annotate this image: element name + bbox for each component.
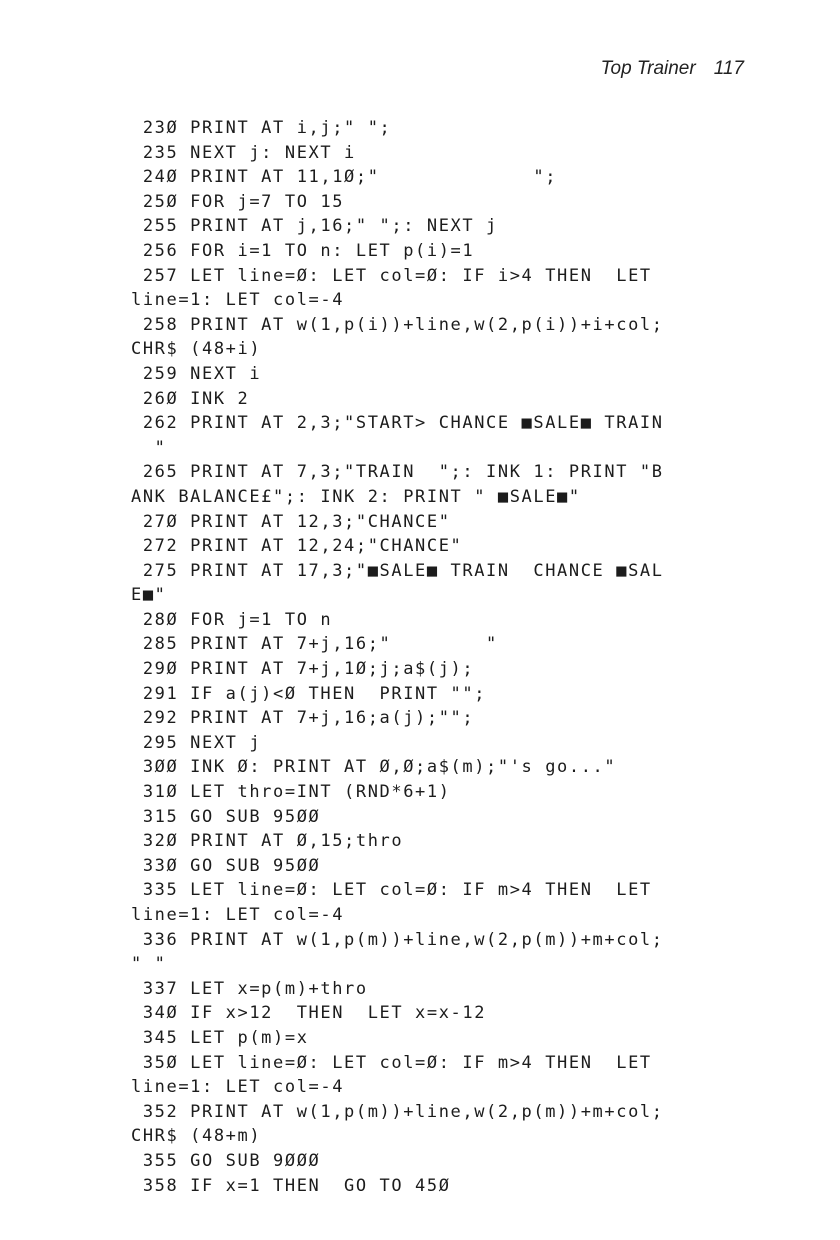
code-line: 33Ø GO SUB 95ØØ bbox=[131, 855, 321, 876]
code-line: ANK BALANCE£";: INK 2: PRINT " ■SALE■" bbox=[131, 486, 581, 507]
code-line: " bbox=[131, 437, 167, 458]
code-line: 262 PRINT AT 2,3;"START> CHANCE ■SALE■ TRAIN bbox=[131, 413, 664, 434]
code-line: line=1: LET col=-4 bbox=[131, 290, 345, 311]
code-line: " " bbox=[131, 954, 167, 975]
code-line: CHR$ (48+i) bbox=[131, 339, 262, 360]
code-line: 295 NEXT j bbox=[131, 732, 262, 753]
code-line: 255 PRINT AT j,16;" ";: NEXT j bbox=[131, 216, 498, 237]
code-line: 272 PRINT AT 12,24;"CHANCE" bbox=[131, 536, 463, 557]
code-line: 257 LET line=Ø: LET col=Ø: IF i>4 THEN LET bbox=[131, 265, 652, 286]
code-line: 35Ø LET line=Ø: LET col=Ø: IF m>4 THEN LET bbox=[131, 1052, 652, 1073]
code-line: 291 IF a(j)<Ø THEN PRINT ""; bbox=[131, 683, 487, 704]
code-line: 358 IF x=1 THEN GO TO 45Ø bbox=[131, 1175, 451, 1196]
code-line: 258 PRINT AT w(1,p(i))+line,w(2,p(i))+i+col; bbox=[131, 314, 664, 335]
code-line: line=1: LET col=-4 bbox=[131, 905, 345, 925]
code-line: CHR$ (48+m) bbox=[131, 1126, 262, 1147]
code-line: 27Ø PRINT AT 12,3;"CHANCE" bbox=[131, 511, 451, 532]
code-line: 315 GO SUB 95ØØ bbox=[131, 806, 321, 827]
code-line: 259 NEXT i bbox=[131, 363, 262, 384]
code-line: 31Ø LET thro=INT (RND*6+1) bbox=[131, 782, 451, 803]
code-line: 256 FOR i=1 TO n: LET p(i)=1 bbox=[131, 240, 475, 261]
code-line: 275 PRINT AT 17,3;"■SALE■ TRAIN CHANCE ■SAL bbox=[131, 560, 664, 581]
code-line: E■" bbox=[131, 585, 167, 606]
code-line: 335 LET line=Ø: LET col=Ø: IF m>4 THEN LET bbox=[131, 880, 652, 901]
code-line: 25Ø FOR j=7 TO 15 bbox=[131, 191, 345, 212]
code-line: 28Ø FOR j=1 TO n bbox=[131, 609, 333, 630]
book-title: Top Trainer bbox=[600, 58, 696, 79]
code-line: 26Ø INK 2 bbox=[131, 388, 250, 409]
code-line: 24Ø PRINT AT 11,1Ø;" "; bbox=[131, 167, 558, 188]
code-line: 352 PRINT AT w(1,p(m))+line,w(2,p(m))+m+col; bbox=[131, 1101, 664, 1122]
running-header bbox=[601, 58, 744, 80]
basic-program-listing bbox=[131, 116, 761, 1198]
code-line: 292 PRINT AT 7+j,16;a(j);""; bbox=[131, 708, 475, 729]
code-line: 355 GO SUB 9ØØØ bbox=[131, 1150, 321, 1171]
code-line: 23Ø PRINT AT i,j;" "; bbox=[131, 118, 392, 138]
code-line: 336 PRINT AT w(1,p(m))+line,w(2,p(m))+m+col; bbox=[131, 929, 664, 950]
page-number: 117 bbox=[713, 58, 744, 79]
code-line: 285 PRINT AT 7+j,16;" " bbox=[131, 634, 498, 655]
code-line: 34Ø IF x>12 THEN LET x=x-12 bbox=[131, 1003, 487, 1024]
code-line: 265 PRINT AT 7,3;"TRAIN ";: INK 1: PRINT "B bbox=[131, 462, 664, 483]
code-line: 32Ø PRINT AT Ø,15;thro bbox=[131, 831, 404, 852]
code-line: 345 LET p(m)=x bbox=[131, 1027, 309, 1048]
code-line: line=1: LET col=-4 bbox=[131, 1077, 345, 1098]
code-line: 235 NEXT j: NEXT i bbox=[131, 142, 356, 163]
code-line: 29Ø PRINT AT 7+j,1Ø;j;a$(j); bbox=[131, 659, 475, 680]
code-line: 337 LET x=p(m)+thro bbox=[131, 978, 368, 999]
code-line: 3ØØ INK Ø: PRINT AT Ø,Ø;a$(m);"'s go..." bbox=[131, 757, 617, 778]
